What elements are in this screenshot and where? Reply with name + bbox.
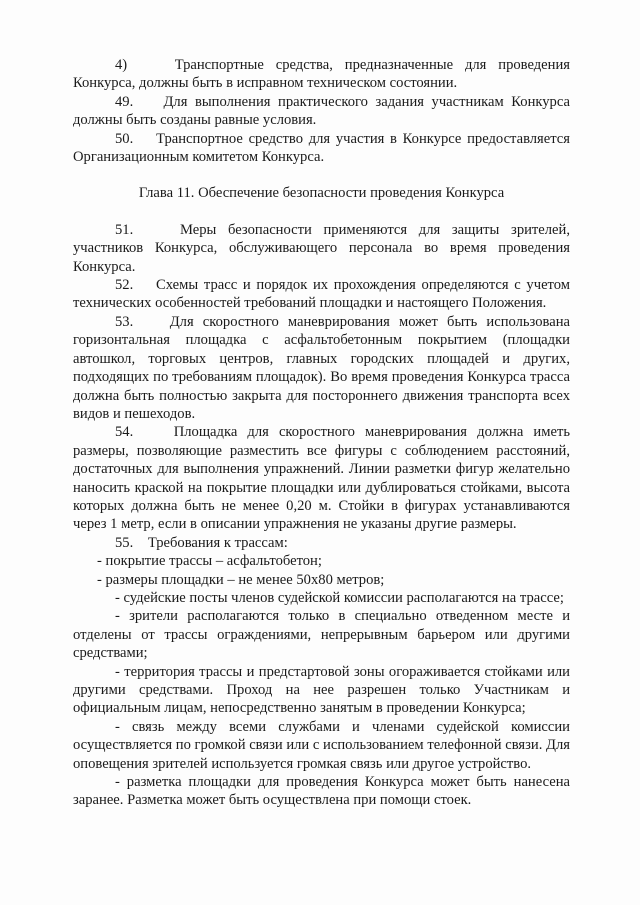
paragraph-item-4: 4) Транспортные средства, предназначенные для проведения Конкурса, должны быть в исправном техническом состоянии. [73, 57, 570, 92]
requirement-item: - судейские посты членов судейской комиссии располагаются на трассе; [115, 589, 564, 606]
requirement-item: - территория трассы и предстартовой зоны огораживается стойками или другими средствами. Проход на нее разрешен только Участникам и официальным лицам, непосредственно занятым в проведении Конкурса; [73, 663, 570, 717]
paragraph-item-52: 52. Схемы трасс и порядок их прохождения определяются с учетом технических особенностей требований площадки и настоящего Положения. [73, 277, 570, 312]
paragraph-item-49: 49. Для выполнения практического задания участникам Конкурса должны быть созданы равные условия. [73, 93, 570, 129]
requirement-item: - размеры площадки – не менее 50х80 метров; [97, 571, 385, 588]
paragraph-item-50: 50. Транспортное средство для участия в Конкурсе предоставляется Организационным комитетом Конкурса. [73, 130, 570, 166]
chapter-heading: Глава 11. Обеспечение безопасности проведения Конкурса [138, 185, 505, 202]
paragraph-item-54: 54. Площадка для скоростного маневрирования должна иметь размеры, позволяющие разместить все фигуры с соблюдением расстояний, достаточных для выполнения упражнений. Линии разметки фигур желательно наносить краской на покрытие площадки или дублироваться стойками, высота которых должна быть не менее 0,20 м. Стойки в фигурах устанавливаются через 1 метр, если в описании упражнения не указаны другие размеры. [73, 424, 570, 533]
requirement-item: - связь между всеми службами и членами судейской комиссии осуществляется по громкой связи или с использованием телефонной связи. Для оповещения зрителей используется громкая связь или другое устройство. [73, 718, 570, 772]
paragraph-item-51: 51. Меры безопасности применяются для защиты зрителей, участников Конкурса, обслуживающего персонала во время проведения Конкурса. [73, 221, 570, 275]
paragraph-item-53: 53. Для скоростного маневрирования может быть использована горизонтальная площадка с асфальтобетонным покрытием (площадки автошкол, торговых центров, главных городских площадей и других, подходящих по требованиям площадок). Во время проведения Конкурса трасса должна быть полностью закрыта для постороннего движения транспорта всех видов и пешеходов. [73, 313, 570, 422]
requirement-item: - покрытие трассы – асфальтобетон; [97, 553, 322, 570]
requirement-item: - разметка площадки для проведения Конкурса может быть нанесена заранее. Разметка может быть осуществлена при помощи стоек. [73, 774, 570, 809]
requirement-item: - зрители располагаются только в специально отведенном месте и отделены от трассы ограждениями, непрерывным барьером или другими средствами; [73, 608, 570, 662]
document-body [73, 56, 570, 810]
paragraph-item-55: 55. Требования к трассам: [115, 534, 288, 551]
